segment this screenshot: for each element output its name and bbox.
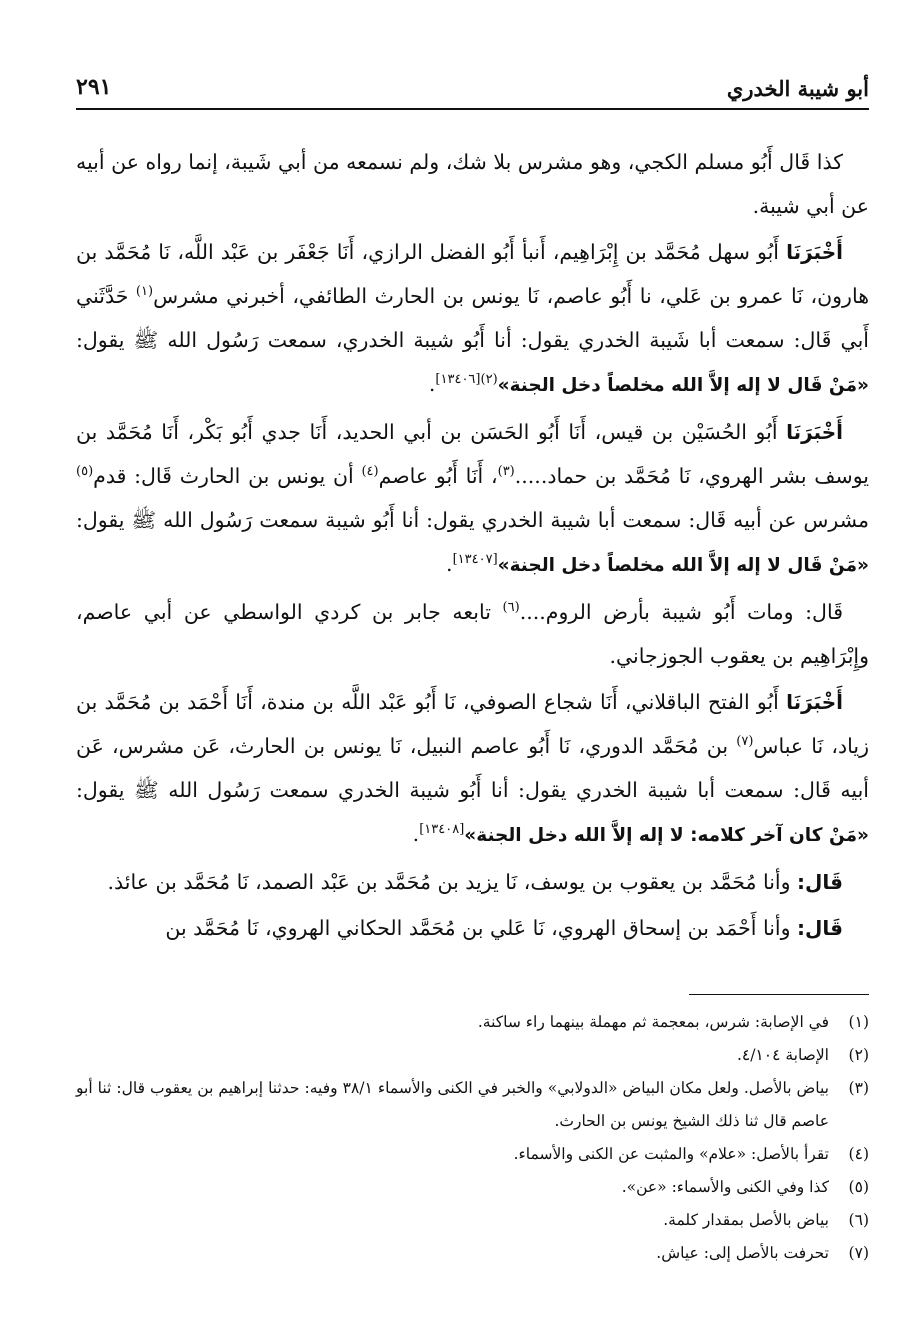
hadith-text: «مَنْ كان آخر كلامه: لا إله إلاَّ الله دخل الجنة»	[464, 825, 869, 846]
footnote	[76, 1138, 869, 1171]
footnote	[76, 1171, 869, 1204]
footnote-reference: (٣)	[497, 464, 515, 480]
footnote-reference: [١٣٤٠٨]	[419, 822, 465, 838]
text-run: ، أَنَا أَبُو عاصم	[378, 464, 498, 488]
hadith-text: «مَنْ قَال لا إله إلاَّ الله مخلصاً دخل الجنة»	[497, 375, 869, 396]
text-run: قَال: ومات أَبُو شيبة بأرض الروم....	[519, 600, 843, 624]
footnote	[76, 1006, 869, 1039]
text-run: أَبُو سهل مُحَمَّد بن إِبْرَاهِيم، أَنبأ أَبُو الفضل الرازي، أَنَا جَعْفَر بن عَبْد اللَّه، نَا مُحَمَّد بن هارون، نَا عمرو بن عَلي، نا أَبُو عاصم، نَا يونس بن الحارث الطائفي، أخبرني مشرس	[76, 240, 869, 308]
text-run: .	[412, 822, 420, 846]
text-run: تابعه جابر بن كردي الواسطي عن أبي عاصم، وإِبْرَاهِيم بن يعقوب الجوزجاني.	[76, 600, 869, 668]
footnote	[76, 1072, 869, 1138]
paragraph	[76, 230, 869, 408]
footnote-text: بياض بالأصل. ولعل مكان البياض «الدولابي» والخبر في الكنى والأسماء ٣٨/١ وفيه: حدثنا إبراهيم بن يعقوب قال: ثنا أبو عاصم قال ثنا ذلك الشيخ يونس بن الحارث.	[76, 1079, 829, 1130]
paragraph	[76, 140, 869, 228]
text-run: أَبُو الحُسَيْن بن قيس، أَنَا أَبُو الحَسَن بن أبي الحديد، أَنَا جدي أَبُو بَكْر، أَنَا مُحَمَّد بن يوسف بشر الهروي، نَا مُحَمَّد بن حماد.....	[76, 420, 869, 488]
paragraph	[76, 860, 869, 904]
text-run: أن يونس بن الحارث قَال: قدم	[93, 464, 362, 488]
text-run: مشرس عن أبيه قَال: سمعت أبا شيبة الخدري يقول: أنا أَبُو شيبة سمعت رَسُول الله ﷺ يقول:	[76, 508, 869, 532]
footnote-text: تقرأ بالأصل: «علام» والمثبت عن الكنى والأسماء.	[513, 1145, 829, 1163]
footnote-reference: (٧)	[736, 734, 754, 750]
isnad-keyword: قَال:	[797, 870, 843, 894]
footnote	[76, 1237, 869, 1270]
text-run: وأنا مُحَمَّد بن يعقوب بن يوسف، نَا يزيد بن مُحَمَّد بن عَبْد الصمد، نَا مُحَمَّد بن عائذ.	[107, 870, 798, 894]
footnote	[76, 1204, 869, 1237]
footnote-text: الإصابة ٤/١٠٤.	[736, 1046, 829, 1064]
hadith-text: «مَنْ قَال لا إله إلاَّ الله مخلصاً دخل الجنة»	[497, 555, 869, 576]
running-title: أبو شيبة الخدري	[726, 76, 869, 101]
text-run: .	[446, 552, 453, 576]
footnote-text: تحرفت بالأصل إلى: عياش.	[656, 1244, 829, 1262]
footnote	[76, 1039, 869, 1072]
paragraph	[76, 590, 869, 678]
paragraph	[76, 410, 869, 588]
footnote-number: (٧)	[848, 1244, 869, 1262]
page-number: ٢٩١	[76, 74, 112, 100]
footnote-reference: (٢)[١٣٤٠٦]	[435, 372, 498, 388]
footnote-number: (٤)	[848, 1145, 869, 1163]
text-run: وأنا أَحْمَد بن إسحاق الهروي، نَا عَلي بن مُحَمَّد الحكاني الهروي، نَا مُحَمَّد بن	[165, 916, 798, 940]
paragraph	[76, 906, 869, 950]
footnote-reference: [١٣٤٠٧]	[452, 552, 498, 568]
footnote-number: (٢)	[848, 1046, 869, 1064]
footnote-text: كذا وفي الكنى والأسماء: «عن».	[621, 1178, 829, 1196]
isnad-keyword: أَخْبَرَنَا	[786, 690, 843, 714]
text-run: .	[428, 372, 436, 396]
footnote-number: (٥)	[848, 1178, 869, 1196]
page-header	[76, 70, 869, 110]
text-run: حَدَّثَني أَبي قَال: سمعت أبا شَيبة الخدري يقول: أنا أَبُو شيبة الخدري، سمعت رَسُول الله ﷺ يقول:	[76, 284, 869, 352]
main-text	[76, 140, 869, 952]
paragraph	[76, 680, 869, 858]
text-run: بن مُحَمَّد الدوري، نَا أَبُو عاصم النبيل، نَا يونس بن الحارث، عَن مشرس، عَن أبيه قَال: سمعت أبا شيبة الخدري يقول: أنا أَبُو شيبة الخدري سمعت رَسُول الله ﷺ يقول:	[76, 734, 869, 802]
footnote-reference: (٥)	[76, 464, 94, 480]
footnote-reference: (٦)	[502, 600, 520, 616]
footnote-number: (٦)	[848, 1211, 869, 1229]
footnote-number: (١)	[848, 1013, 869, 1031]
isnad-keyword: أَخْبَرَنَا	[786, 420, 843, 444]
isnad-keyword: أَخْبَرَنَا	[786, 240, 843, 264]
text-run: أَبُو الفتح الباقلاني، أَنَا شجاع الصوفي، نَا أَبُو عَبْد اللَّه بن مندة، أَنَا أَحْمَد بن مُحَمَّد بن زياد، نَا عباس	[76, 690, 869, 758]
footnote-text: في الإصابة: شرس، بمعجمة ثم مهملة بينهما راء ساكنة.	[477, 1013, 829, 1031]
isnad-keyword: قَال:	[797, 916, 843, 940]
footnote-text: بياض بالأصل بمقدار كلمة.	[663, 1211, 829, 1229]
text-run: كذا قَال أَبُو مسلم الكجي، وهو مشرس بلا شك، ولم نسمعه من أبي شَيبة، إنما رواه عن أبيه عن أبي شيبة.	[76, 150, 869, 218]
footnote-number: (٣)	[848, 1079, 869, 1097]
footnote-divider	[689, 994, 869, 995]
footnotes	[76, 1006, 869, 1270]
footnote-reference: (١)	[135, 284, 154, 300]
footnote-reference: (٤)	[361, 464, 379, 480]
